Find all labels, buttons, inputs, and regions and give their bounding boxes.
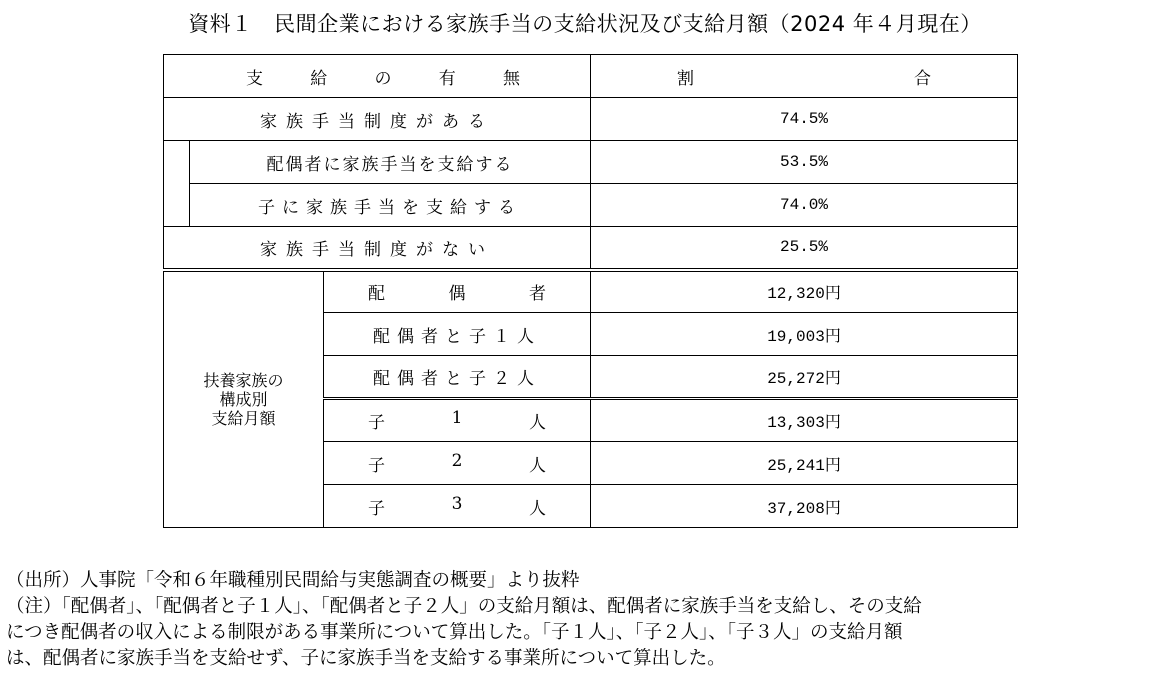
row-label: 配偶者と子１人 xyxy=(324,313,591,356)
label-char: 者 xyxy=(529,284,546,305)
row-value: 12,320円 xyxy=(591,270,1018,313)
allowance-table xyxy=(163,54,1018,528)
indent-spacer xyxy=(164,184,190,227)
label-char: 配 xyxy=(368,284,385,305)
row-value: 19,003円 xyxy=(591,313,1018,356)
table-row xyxy=(164,184,1018,227)
header-char: の xyxy=(374,68,392,89)
row-value: 13,303円 xyxy=(591,399,1018,442)
row-label xyxy=(324,270,591,313)
header-char: 無 xyxy=(503,68,520,89)
table-row xyxy=(164,270,1018,313)
row-value: 53.5% xyxy=(591,141,1018,184)
header-cell-status xyxy=(164,55,591,98)
label-char: 偶 xyxy=(448,284,466,305)
row-value: 25,241円 xyxy=(591,442,1018,485)
document-title: 資料１ 民間企業における家族手当の支給状況及び支給月額（2024 年４月現在） xyxy=(188,12,982,36)
group-label xyxy=(164,270,324,528)
row-label: 子に家族手当を支給する xyxy=(190,184,591,227)
row-label: 配偶者と子２人 xyxy=(324,356,591,399)
table-row xyxy=(164,98,1018,141)
row-value: 74.5% xyxy=(591,98,1018,141)
row-value: 37,208円 xyxy=(591,485,1018,528)
row-value: 25.5% xyxy=(591,227,1018,270)
note-line: は、配偶者に家族手当を支給せず、子に家族手当を支給する事業所について算出した。 xyxy=(6,648,726,669)
header-char: 割 xyxy=(677,68,695,89)
label-char: 人 xyxy=(529,498,547,519)
row-label xyxy=(324,442,591,485)
row-label: 配偶者に家族手当を支給する xyxy=(190,141,591,184)
header-char: 支 xyxy=(246,68,263,89)
row-value: 25,272円 xyxy=(591,356,1018,399)
header-char: 給 xyxy=(310,68,328,89)
row-value: 74.0% xyxy=(591,184,1018,227)
row-label: 家族手当制度がない xyxy=(164,227,591,270)
table-row xyxy=(164,141,1018,184)
header-char: 合 xyxy=(914,68,932,89)
note-line: につき配偶者の収入による制限がある事業所について算出した。「子１人」、「子２人」、「子３人」の支給月額 xyxy=(6,622,903,643)
label-char: 人 xyxy=(529,455,547,476)
group-label-line: 扶養家族の xyxy=(203,370,284,390)
group-label-line: 支給月額 xyxy=(211,408,276,428)
table-header-row xyxy=(164,55,1018,98)
header-cell-ratio xyxy=(591,55,1018,98)
note-line: （注）「配偶者」、「配偶者と子１人」、「配偶者と子２人」の支給月額は、配偶者に家族手当を支給し、その支給 xyxy=(6,596,922,617)
notes-block xyxy=(6,568,1166,672)
label-char: 3 xyxy=(451,493,463,514)
header-char: 有 xyxy=(438,68,456,89)
label-char: 子 xyxy=(368,413,385,433)
label-char: 子 xyxy=(368,498,385,519)
source-note: （出所）人事院「令和６年職種別民間給与実態調査の概要」より抜粋 xyxy=(6,570,580,591)
label-char: 子 xyxy=(368,455,385,476)
label-char: 1 xyxy=(451,408,463,428)
label-char: 2 xyxy=(451,450,463,471)
table-row xyxy=(164,227,1018,270)
label-char: 人 xyxy=(529,413,547,433)
indent-spacer xyxy=(164,141,190,184)
group-label-line: 構成別 xyxy=(219,389,268,409)
row-label xyxy=(324,399,591,442)
row-label: 家族手当制度がある xyxy=(164,98,591,141)
row-label xyxy=(324,485,591,528)
